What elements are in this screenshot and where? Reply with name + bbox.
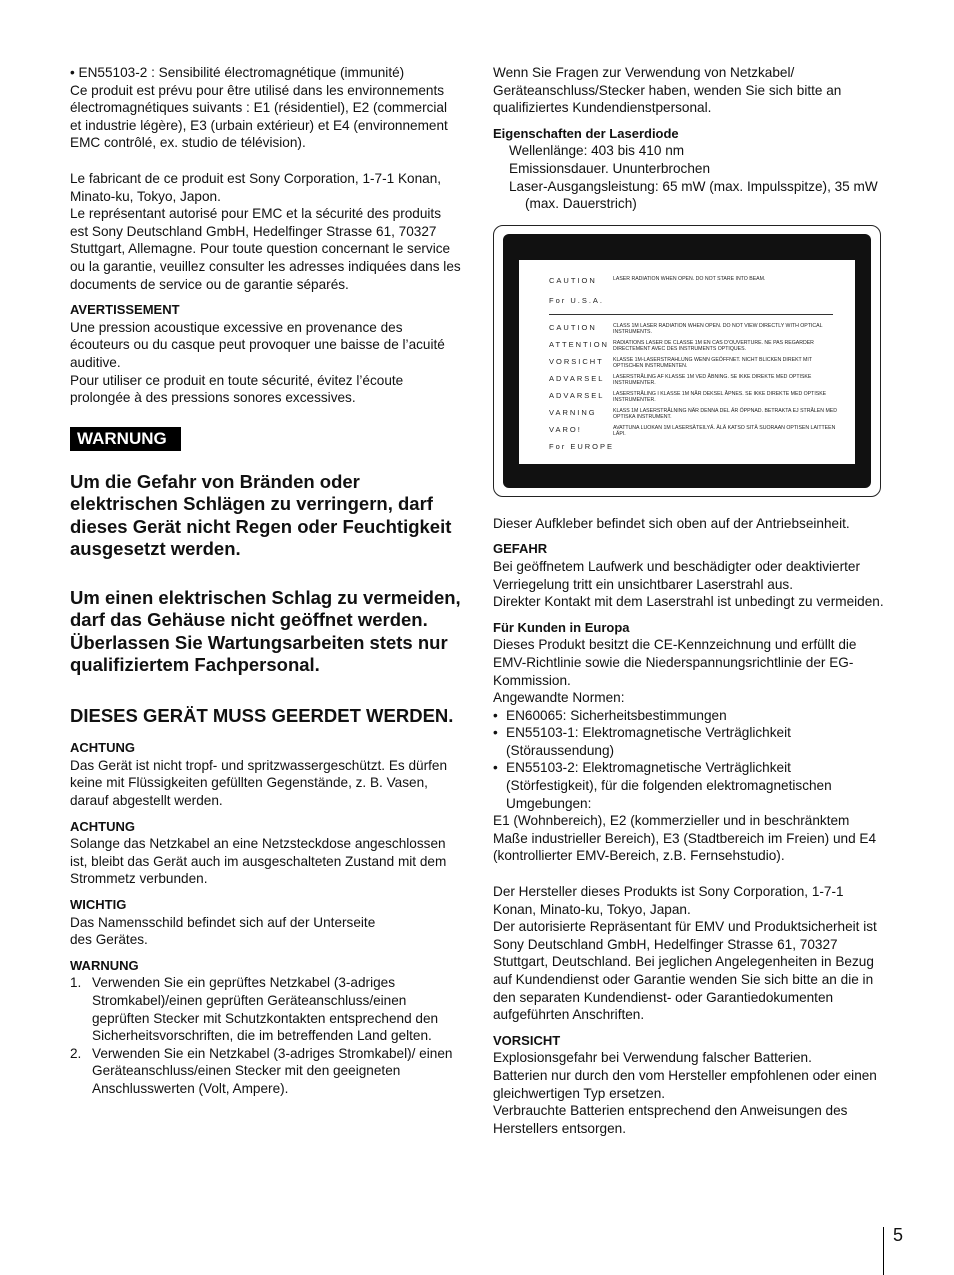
section-heading: ACHTUNG [70, 818, 135, 834]
laser-spec: Emissionsdauer. Ununterbrochen [509, 160, 710, 176]
fr-paragraph: Le représentant autorisé pour EMC et la sécurité des produits est Sony Deutschland GmbH, Hedelfinger Strasse 61, 70327 Stuttgart, Allemagne. Pour toute question concernant le service ou la garantie, veuillez consulter les adresses indiquées dans les documents de service ou de garantie séparés. [70, 206, 461, 292]
list-item: • EN55103-1: Elektromagnetische Verträglichkeit (Störaussendung) [493, 724, 885, 759]
section-heading: GEFAHR [493, 541, 548, 557]
paragraph: Der autorisierte Repräsentant für EMV und Produktsicherheit ist Sony Deutschland GmbH, Hedelfinger Strasse 61, 70327 Stuttgart, Deutschland. Bei jeglichen Angelegenheiten in Bezug auf Kundendienst oder Garantie wenden Sie sich bitte an die in den separaten Kundendienst- oder Garantiedokumenten aufgeführten Anschriften. [493, 919, 877, 1023]
label-region-usa: For U.S.A. [549, 295, 605, 305]
label-text: AVATTUNA LUOKAN 1M LASERSÄTEILYÄ. ÄLÄ KATSO SITÄ SUORAAN OPTISEN LAITTEEN LÄPI. [613, 424, 836, 438]
paragraph: Batterien nur durch den vom Hersteller empfohlenen oder einen gleichwertigen Typ ersetzen. [493, 1067, 877, 1101]
paragraph: Wenn Sie Fragen zur Verwendung von Netzkabel/ Geräteanschluss/Stecker haben, wenden Sie sich bitte an qualifiziertes Kundendienstpersonal. [493, 65, 842, 116]
label-text: LASERSTRÅLING I KLASSE 1M NÅR DEKSEL ÅPNES. SE IKKE DIREKTE MED OPTISKE INSTRUMENTER. [613, 390, 827, 404]
page-number: 5 [893, 1225, 904, 1245]
label-key: CAUTION [549, 322, 597, 332]
paragraph: Une pression acoustique excessive en provenance des écouteurs ou du casque peut provoquer une baisse de l’acuité auditive. [70, 319, 445, 370]
list-item: • EN60065: Sicherheitsbestimmungen [493, 707, 885, 725]
label-text: RADIATIONS LASER DE CLASSE 1M EN CAS D’OUVERTURE. NE PAS REGARDER DIRECTEMENT AVEC DES INSTRUMENTS OPTIQUES. [613, 339, 814, 353]
paragraph: Pour utiliser ce produit en toute sécurité, évitez l’écoute prolongée à des pressions sonores excessives. [70, 372, 404, 406]
label-row [549, 340, 843, 353]
paragraph: Dieses Produkt besitzt die CE-Kennzeichnung und erfüllt die EMV-Richtlinie sowie die Niederspannungsrichtlinie der EG-Kommission. [493, 637, 857, 688]
section-heading: Für Kunden in Europa [493, 619, 630, 635]
label-key: ADVARSEL [549, 373, 605, 383]
paragraph: Angewandte Normen: [493, 690, 625, 706]
label-key: VORSICHT [549, 356, 604, 366]
bold-warning: Um einen elektrischen Schlag zu vermeiden, darf das Gehäuse nicht geöffnet werden. Überlassen Sie Wartungsarbeiten stets nur qualifiziertem Fachpersonal. [70, 586, 461, 676]
list-text: Verwenden Sie ein geprüftes Netzkabel (3-adriges Stromkabel)/einen geprüften Geräteanschluss/einen geprüften Stecker mit Schutzkontakten entsprechend den Sicherheitsvorschriften, die im betreffenden Land gelten. [92, 975, 439, 1044]
label-region-europe: For EUROPE [549, 441, 615, 451]
paragraph: Der Hersteller dieses Produkts ist Sony Corporation, 1-7-1 Konan, Minato-ku, Tokyo, Japan. [493, 884, 844, 917]
list-text: Verwenden Sie ein Netzkabel (3-adriges Stromkabel)/ einen Geräteanschluss/einen Stecker mit den geeigneten Anschlusswerten (Volt, Ampere). [92, 1045, 453, 1096]
label-face [519, 260, 855, 464]
paragraph: Solange das Netzkabel an eine Netzsteckdose angeschlossen ist, bleibt das Gerät auch im ausgeschalteten Zustand mit dem Strommetz verbunden. [70, 836, 447, 887]
paragraph: Bei geöffnetem Laufwerk und beschädigter oder deaktivierter Verriegelung tritt ein unsichtbarer Laserstrahl aus. [493, 558, 861, 592]
paragraph: Explosionsgefahr bei Verwendung falscher Batterien. [493, 1050, 812, 1066]
paragraph: Direkter Kontakt mit dem Laserstrahl ist unbedingt zu vermeiden. [493, 594, 884, 610]
paragraph: Dieser Aufkleber befindet sich oben auf der Antriebseinheit. [493, 515, 850, 531]
list-item [70, 974, 462, 1044]
page-number-rule [883, 1227, 884, 1275]
left-column [70, 64, 462, 1097]
label-text: KLASS 1M LASERSTRÅLNING NÄR DENNA DEL ÄR ÖPPNAD. BETRAKTA EJ STRÅLEN MED OPTISKA INSTRUMENT. [613, 407, 837, 421]
label-key: ADVARSEL [549, 390, 605, 400]
label-key: VARNING [549, 407, 597, 417]
bold-warning: Um die Gefahr von Bränden oder elektrischen Schlägen zu verringern, darf dieses Gerät nicht Regen oder Feuchtigkeit ausgesetzt werden. [70, 470, 452, 560]
paragraph: Verbrauchte Batterien entsprechend den Anweisungen des Herstellers entsorgen. [493, 1103, 848, 1136]
warnung-box: WARNUNG [70, 427, 181, 451]
laser-spec: Wellenlänge: 403 bis 410 nm [509, 143, 685, 159]
list-item [70, 1045, 462, 1098]
paragraph: E1 (Wohnbereich), E2 (kommerzieller und in beschränktem Maße industrieller Bereich), E3 (Stadtbereich im Freien) und E4 (kontrollierter EMV-Bereich, z.B. Fernsehstudio). [493, 813, 877, 864]
list-number: 2. [70, 1045, 82, 1061]
label-row [549, 425, 843, 438]
label-key: VARO! [549, 424, 582, 434]
fr-bullet: • EN55103-2 : Sensibilité électromagnétique (immunité) [70, 65, 405, 80]
laser-warning-label [493, 225, 881, 497]
label-divider [549, 314, 833, 315]
fr-paragraph: Ce produit est prévu pour être utilisé dans les environnements électromagnétiques suivants : E1 (résidentiel), E2 (commercial et industrie légère), E3 (urbain extérieur) et E4 (environnement EMC contrôlé, ex. studio de télévision). [70, 82, 448, 151]
section-heading: WARNUNG [70, 957, 139, 973]
label-text: LASERSTRÅLING AF KLASSE 1M VED ÅBNING. SE IKKE DIREKTE MED OPTISKE INSTRUMENTER. [613, 373, 812, 387]
label-row [549, 323, 843, 336]
label-row [549, 276, 843, 285]
section-heading: WICHTIG [70, 896, 127, 912]
laser-spec: Laser-Ausgangsleistung: 65 mW (max. Impulsspitze), 35 mW (max. Dauerstrich) [509, 178, 878, 212]
paragraph: des Gerätes. [70, 932, 148, 948]
label-region [549, 296, 749, 305]
label-region [549, 442, 749, 451]
section-heading: Eigenschaften der Laserdiode [493, 125, 679, 141]
section-heading: ACHTUNG [70, 740, 135, 756]
list-item: • EN55103-2: Elektromagnetische Verträglichkeit (Störfestigkeit), für die folgenden elektromagnetischen Umgebungen: [493, 759, 885, 812]
paragraph: Das Gerät ist nicht tropf- und spritzwassergeschützt. Es dürfen keine mit Flüssigkeiten gefüllten Gegenstände, z. B. Vasen, darauf abgestellt werden. [70, 757, 448, 808]
fr-paragraph: Le fabricant de ce produit est Sony Corporation, 1-7-1 Konan, Minato-ku, Tokyo, Japon. [70, 170, 442, 204]
label-row [549, 408, 843, 421]
right-column [493, 64, 885, 1137]
label-key: CAUTION [549, 275, 597, 285]
section-heading: AVERTISSEMENT [70, 302, 180, 318]
ground-warning: DIESES GERÄT MUSS GEERDET WERDEN. [70, 704, 454, 726]
label-border [503, 234, 871, 488]
paragraph: Das Namensschild befindet sich auf der Unterseite [70, 914, 376, 930]
label-row [549, 391, 843, 404]
list-number: 1. [70, 975, 82, 991]
section-heading: VORSICHT [493, 1032, 561, 1048]
label-row [549, 374, 843, 387]
label-key: ATTENTION [549, 339, 609, 349]
label-row [549, 357, 843, 370]
label-text: CLASS 1M LASER RADIATION WHEN OPEN. DO NOT VIEW DIRECTLY WITH OPTICAL INSTRUMENTS. [613, 322, 823, 336]
label-text: KLASSE 1M-LASERSTRAHLUNG WENN GEÖFFNET. NICHT BLICKEN DIREKT MIT OPTISCHEN INSTRUMENTEN. [613, 356, 812, 370]
label-text: LASER RADIATION WHEN OPEN. DO NOT STARE INTO BEAM. [613, 275, 766, 282]
